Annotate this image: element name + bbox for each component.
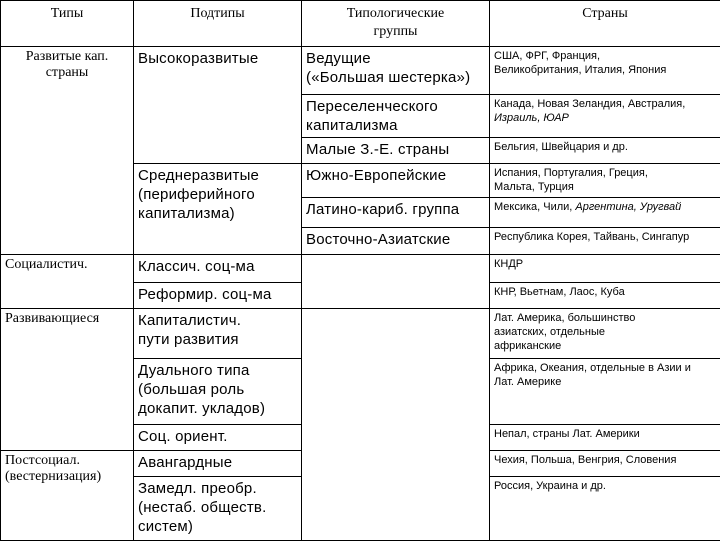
group-leading: Ведущие («Большая шестерка») (302, 47, 490, 95)
countries-resettlement-italic: Израиль, ЮАР (494, 112, 569, 124)
type-developed: Развитые кап. страны (1, 47, 134, 255)
group-empty-developing (302, 309, 490, 541)
countries-east-asian: Республика Корея, Тайвань, Сингапур (490, 228, 720, 255)
type-developing: Развивающиеся (1, 309, 134, 451)
table-row (1, 255, 720, 283)
type-socialist: Социалистич. (1, 255, 134, 309)
countries-reformed: КНР, Вьетнам, Лаос, Куба (490, 283, 720, 309)
countries-dual: Африка, Океания, отдельные в Азии и Лат. Америке (490, 359, 720, 425)
header-types: Типы (1, 1, 134, 47)
group-small: Малые З.-Е. страны (302, 138, 490, 164)
countries-slowed: Россия, Украина и др. (490, 477, 720, 541)
group-east-asian: Восточно-Азиатские (302, 228, 490, 255)
group-resettlement: Переселенческого капитализма (302, 95, 490, 138)
header-countries: Страны (490, 1, 720, 47)
table-row (1, 47, 720, 95)
countries-resettlement (490, 95, 720, 138)
subtype-slowed: Замедл. преобр. (нестаб. обществ. систем) (134, 477, 302, 541)
header-row (1, 1, 720, 47)
header-subtypes: Подтипы (134, 1, 302, 47)
countries-soc-orient: Непал, страны Лат. Америки (490, 425, 720, 451)
countries-small: Бельгия, Швейцария и др. (490, 138, 720, 164)
group-south-eu: Южно-Европейские (302, 164, 490, 198)
table-row (1, 309, 720, 359)
subtype-classic: Классич. соц-ма (134, 255, 302, 283)
subtype-medium: Среднеразвитые (периферийного капитализма) (134, 164, 302, 255)
group-empty-socialist (302, 255, 490, 309)
subtype-soc-orient: Соц. ориент. (134, 425, 302, 451)
countries-latin-italic: Аргентина, Уругвай (575, 201, 681, 213)
group-latin: Латино-кариб. группа (302, 198, 490, 228)
countries-classic: КНДР (490, 255, 720, 283)
subtype-reformed: Реформир. соц-ма (134, 283, 302, 309)
countries-latin-plain: Мексика, Чили, (494, 201, 575, 213)
countries-south-eu: Испания, Португалия, Греция, Мальта, Турция (490, 164, 720, 198)
subtype-vanguard: Авангардные (134, 451, 302, 477)
countries-vanguard: Чехия, Польша, Венгрия, Словения (490, 451, 720, 477)
countries-resettlement-plain: Канада, Новая Зеландия, Австралия, (494, 98, 685, 110)
subtype-capitalist: Капиталистич. пути развития (134, 309, 302, 359)
header-groups: Типологические группы (302, 1, 490, 47)
type-postsocial: Постсоциал. (вестернизация) (1, 451, 134, 541)
subtype-dual: Дуального типа (большая роль докапит. укладов) (134, 359, 302, 425)
countries-capitalist: Лат. Америка, большинство азиатских, отдельные африканские (490, 309, 720, 359)
countries-latin (490, 198, 720, 228)
countries-leading: США, ФРГ, Франция, Великобритания, Италия, Япония (490, 47, 720, 95)
subtype-highly: Высокоразвитые (134, 47, 302, 164)
